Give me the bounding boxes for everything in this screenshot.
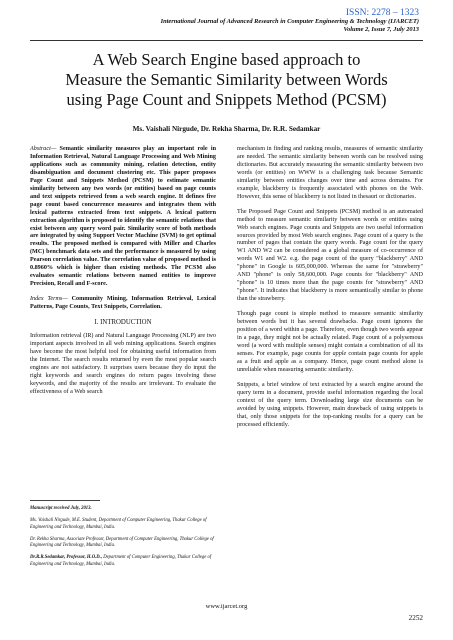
footnote-author-2: Dr. Rekha Sharma, Associate Professor, Department of Computer Engineering, Thakur College of Engineering and Technology, Mumbai, India.: [30, 536, 214, 549]
right-paragraph-3: [237, 311, 423, 375]
intro-paragraph: Information retrieval (IR) and Natural Language Processing (NLP) are two important aspects involved in all web mining applications. Search engines have become the most helpful tool for obtaining useful information from the Internet. The search results returned by even the most popular search engines are not satisfactory. It surprises users because they do input the right keywords and search engines do return pages involving these keywords, and the majority of the results are irrelevant. To evaluate the effectiveness of a Web search: [30, 333, 216, 395]
footnote-author-1: Ms. Vaishali Nirgude, M.E. Student, Department of Computer Engineering, Thakur College of Engineering and Technology, Mumbai, India.: [30, 518, 207, 530]
index-terms-text: Community Mining, Information Retrieval, Lexical Patterns, Page Counts, Text Snippets, Correlation.: [30, 296, 216, 311]
footnote-received: Manuscript received July, 2013.: [30, 506, 92, 511]
authors: Ms. Vaishali Nirgude, Dr. Rekha Sharma, Dr. R.R. Sedamkar: [132, 125, 321, 133]
footnote-rule: [30, 500, 100, 501]
right-paragraph-3-a: Though page count is simple method to measure semantic similarity between words but it has several drawbacks. Page count ignores the position of a word within a page. Therefore, even though two words appear in a page, they might not be actually related. Page count of a polysemous word (a word with multiple senses) might contain a combination of all its senses. For example, page counts for: [237, 311, 423, 357]
index-terms: [30, 296, 216, 312]
page-number: 2252: [408, 614, 423, 622]
title-line-2: Measure the Semantic Similarity between Words: [65, 70, 388, 89]
right-paragraph-1: mechanism in finding and ranking results, measures of semantic similarity are needed. The semantic similarity between words can be resolved using dictionaries. But accurately measuring the semantic similarity between two words (or entities) on WWW is a challenging task because Semantic similarity between entities changes over time and across domains. For example, blackberry is frequently associated with phones on the Web. However, this sense of blackberry is not listed in thesauri or dictionaries.: [237, 146, 423, 200]
abstract-text: Semantic similarity measures play an important role in Information Retrieval, Natural Language Processing and Web Mining applications such as community mining, relation detection, entity disambiguation and document clustering etc. This paper proposes Page Count and Snippets Method (PCSM) to estimate semantic similarity between any two words (or entities) based on page counts and text snippets retrieved from a web search engine. It defines five page count based concurrence measures and integrates them with lexical patterns extracted from text snippets. A lexical pattern extraction algorithm is proposed to identify the semantic relations that exist between any query word pair. Similarity score of both methods are integrated by using Support Vector Machine (SVM) to get optimal results. The proposed method is compared with Miller and Charles (MC) benchmark data sets and the performance is measured by using Pearson correlation value. The correlation value of proposed method is 0.8960% which is higher than existing methods. The PCSM also evaluates semantic relations between named entities to improve Precision, Recall and F-score.: [30, 146, 216, 288]
index-terms-label: Index Terms—: [30, 296, 68, 303]
header-rule: [30, 40, 423, 41]
footnote-author-3-name: Dr.R.R.Sedamkar, Professor, H.O.D.,: [30, 555, 103, 561]
title-line-1: A Web Search Engine based approach to: [92, 50, 361, 69]
issn: ISSN: 2278 – 1323: [345, 8, 419, 18]
journal-header: [161, 8, 419, 34]
paper-title: [40, 50, 413, 110]
journal-name: International Journal of Advanced Research in Computer Engineering & Technology (IJARCET): [160, 18, 419, 25]
right-paragraph-3-b: contain page counts for apple as a fruit and apple as a company. Hence, page count method alone is unreliable when measuring semantic similarity.: [237, 350, 423, 373]
right-paragraph-2: The Proposed Page Count and Snippets (PCSM) method is an automated method to measure semantic similarity between words or entities using Web search engines. Page counts and Snippets are two useful information sources provided by most Web search engines. Page count of a query is the number of pages that contain the query words. Page count for the query W1 AND W2 can be considered as a global measure of co-occurrence of words W1 and W2. e.g. the page count of the query "blackberry" AND "phone" in Google is 605,000,000. Whereas the same for "strawberry" AND "phone" is only 58,600,000. Page counts for "blackberry" AND "phone" is 10 times more than the page counts for "strawberry" AND "phone". It indicates that blackberry is more semantically similar to phone than the strawberry.: [237, 208, 423, 303]
right-paragraph-3-emph: apple: [332, 350, 347, 357]
section-heading-introduction: I. INTRODUCTION: [94, 319, 152, 327]
footnote-author-3: [30, 555, 216, 568]
right-column: [237, 146, 423, 436]
footnotes: [30, 506, 216, 574]
footer-url: www.ijarcet.org: [205, 603, 248, 610]
footnote-author-3-rest: Department of Computer Engineering, Thakur College of Engineering and Technology, Mumbai, India.: [30, 555, 212, 567]
left-column: [30, 146, 216, 404]
right-paragraph-4: Snippets, a brief window of text extracted by a search engine around the query term in a document, provide useful information regarding the local context of the query term. Downloading large size documents can be avoided by using snippets. However, main drawback of using snippets is that, only those snippets for the top-ranking results for a query can be processed efficiently.: [237, 381, 423, 428]
abstract-label: Abstract—: [30, 146, 57, 152]
volume-issue: Volume 2, Issue 7, July 2013: [343, 26, 419, 33]
title-line-3: using Page Count and Snippets Method (PCSM): [66, 90, 387, 109]
abstract: [30, 146, 216, 289]
